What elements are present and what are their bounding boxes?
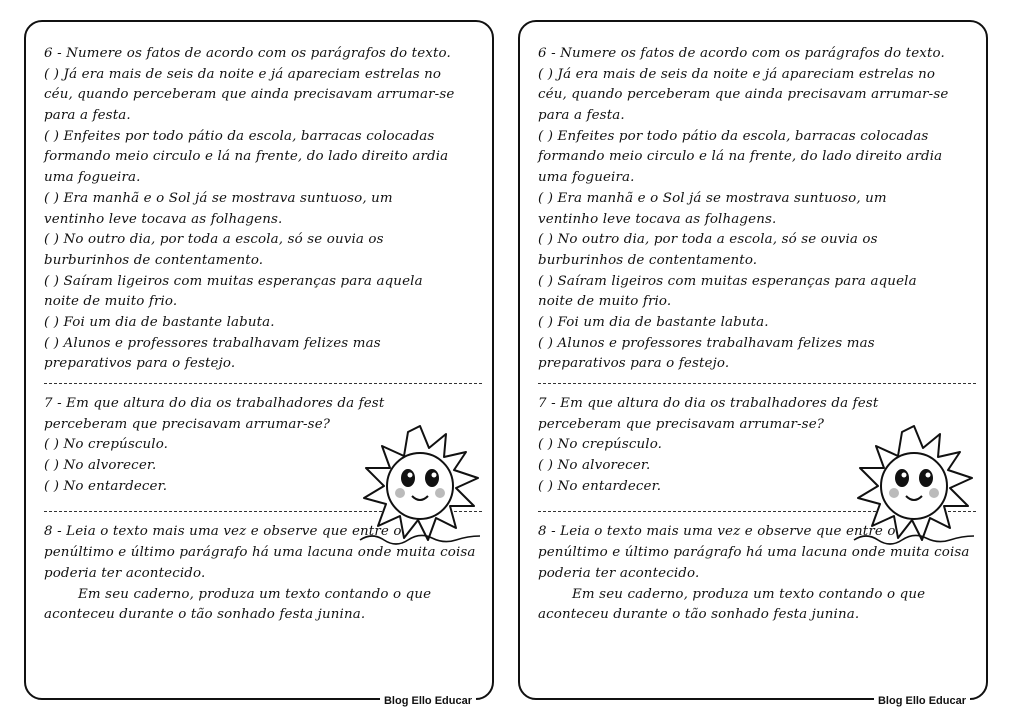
q8-instruction: Em seu caderno, produza um texto contando o que [78, 586, 432, 602]
question-8-title: 8 - Leia o texto mais uma vez e observe que entre o [44, 524, 402, 540]
q6-line: formando meio circulo e lá na frente, do lado direito ardia [44, 149, 449, 165]
sun-icon [850, 422, 978, 550]
q6-line: ( ) Enfeites por todo pátio da escola, barracas colocadas [44, 128, 435, 144]
q6-line: noite de muito frio. [44, 294, 178, 310]
q6-line: ( ) Já era mais de seis da noite e já apareciam estrelas no [538, 66, 936, 82]
question-8-title: 8 - Leia o texto mais uma vez e observe que entre o [538, 524, 896, 540]
q6-line: burburinhos de contentamento. [44, 252, 264, 268]
question-6-title: 6 - Numere os fatos de acordo com os parágrafos do texto. [538, 46, 945, 61]
q7-option: ( ) No alvorecer. [538, 458, 651, 474]
q8-instruction: aconteceu durante o tão sonhado festa junina. [538, 607, 860, 623]
q6-line: burburinhos de contentamento. [538, 252, 758, 268]
q6-line: ( ) Alunos e professores trabalhavam felizes mas [44, 335, 381, 351]
q6-line: preparativos para o festejo. [44, 356, 236, 372]
sun-icon [356, 422, 484, 550]
q6-line: ( ) No outro dia, por toda a escola, só se ouvia os [44, 232, 384, 248]
q7-option: ( ) No entardecer. [538, 478, 662, 494]
q6-line: ventinho leve tocava as folhagens. [44, 211, 283, 227]
q8-line: penúltimo e último parágrafo há uma lacuna onde muita coisa [538, 545, 970, 561]
q6-line: céu, quando perceberam que ainda precisavam arrumar-se [44, 87, 455, 103]
q6-line: para a festa. [538, 108, 625, 124]
q6-line: ( ) Foi um dia de bastante labuta. [538, 314, 769, 330]
q8-line: poderia ter acontecido. [44, 565, 206, 581]
q6-line: ( ) Já era mais de seis da noite e já apareciam estrelas no [44, 66, 442, 82]
q6-line: ventinho leve tocava as folhagens. [538, 211, 777, 227]
q6-line: para a festa. [44, 108, 131, 124]
q6-line: ( ) Foi um dia de bastante labuta. [44, 314, 275, 330]
q6-line: ( ) No outro dia, por toda a escola, só se ouvia os [538, 232, 878, 248]
q6-line: ( ) Enfeites por todo pátio da escola, barracas colocadas [538, 128, 929, 144]
q7-option: ( ) No entardecer. [44, 478, 168, 494]
q6-line: formando meio circulo e lá na frente, do lado direito ardia [538, 149, 943, 165]
footer-credit: Blog Ello Educar [874, 695, 970, 707]
worksheet-card-right [518, 20, 988, 707]
question-7-title: 7 - Em que altura do dia os trabalhadores da fest [538, 396, 879, 411]
q8-line: penúltimo e último parágrafo há uma lacuna onde muita coisa [44, 545, 476, 561]
q8-instruction: Em seu caderno, produza um texto contando o que [572, 586, 926, 602]
q6-line: ( ) Era manhã e o Sol já se mostrava suntuoso, um [538, 190, 887, 206]
q7-option: ( ) No crepúsculo. [538, 437, 663, 453]
worksheet-card-left [24, 20, 494, 707]
dashed-divider [538, 383, 976, 384]
question-6-title: 6 - Numere os fatos de acordo com os parágrafos do texto. [44, 46, 451, 61]
q6-line: preparativos para o festejo. [538, 356, 730, 372]
q8-instruction: aconteceu durante o tão sonhado festa junina. [44, 607, 366, 623]
q6-line: uma fogueira. [538, 170, 635, 186]
q7-option: ( ) No crepúsculo. [44, 437, 169, 453]
q7-line: perceberam que precisavam arrumar-se? [44, 416, 331, 432]
q6-line: uma fogueira. [44, 170, 141, 186]
q7-line: perceberam que precisavam arrumar-se? [538, 416, 825, 432]
footer-credit: Blog Ello Educar [380, 695, 476, 707]
question-7-title: 7 - Em que altura do dia os trabalhadores da fest [44, 396, 385, 411]
q6-line: ( ) Era manhã e o Sol já se mostrava suntuoso, um [44, 190, 393, 206]
q7-option: ( ) No alvorecer. [44, 458, 157, 474]
q8-line: poderia ter acontecido. [538, 565, 700, 581]
q6-line: ( ) Saíram ligeiros com muitas esperanças para aquela [44, 273, 423, 289]
q6-line: ( ) Saíram ligeiros com muitas esperanças para aquela [538, 273, 917, 289]
q6-line: ( ) Alunos e professores trabalhavam felizes mas [538, 335, 875, 351]
dashed-divider [44, 383, 482, 384]
q6-line: noite de muito frio. [538, 294, 672, 310]
q6-line: céu, quando perceberam que ainda precisavam arrumar-se [538, 87, 949, 103]
